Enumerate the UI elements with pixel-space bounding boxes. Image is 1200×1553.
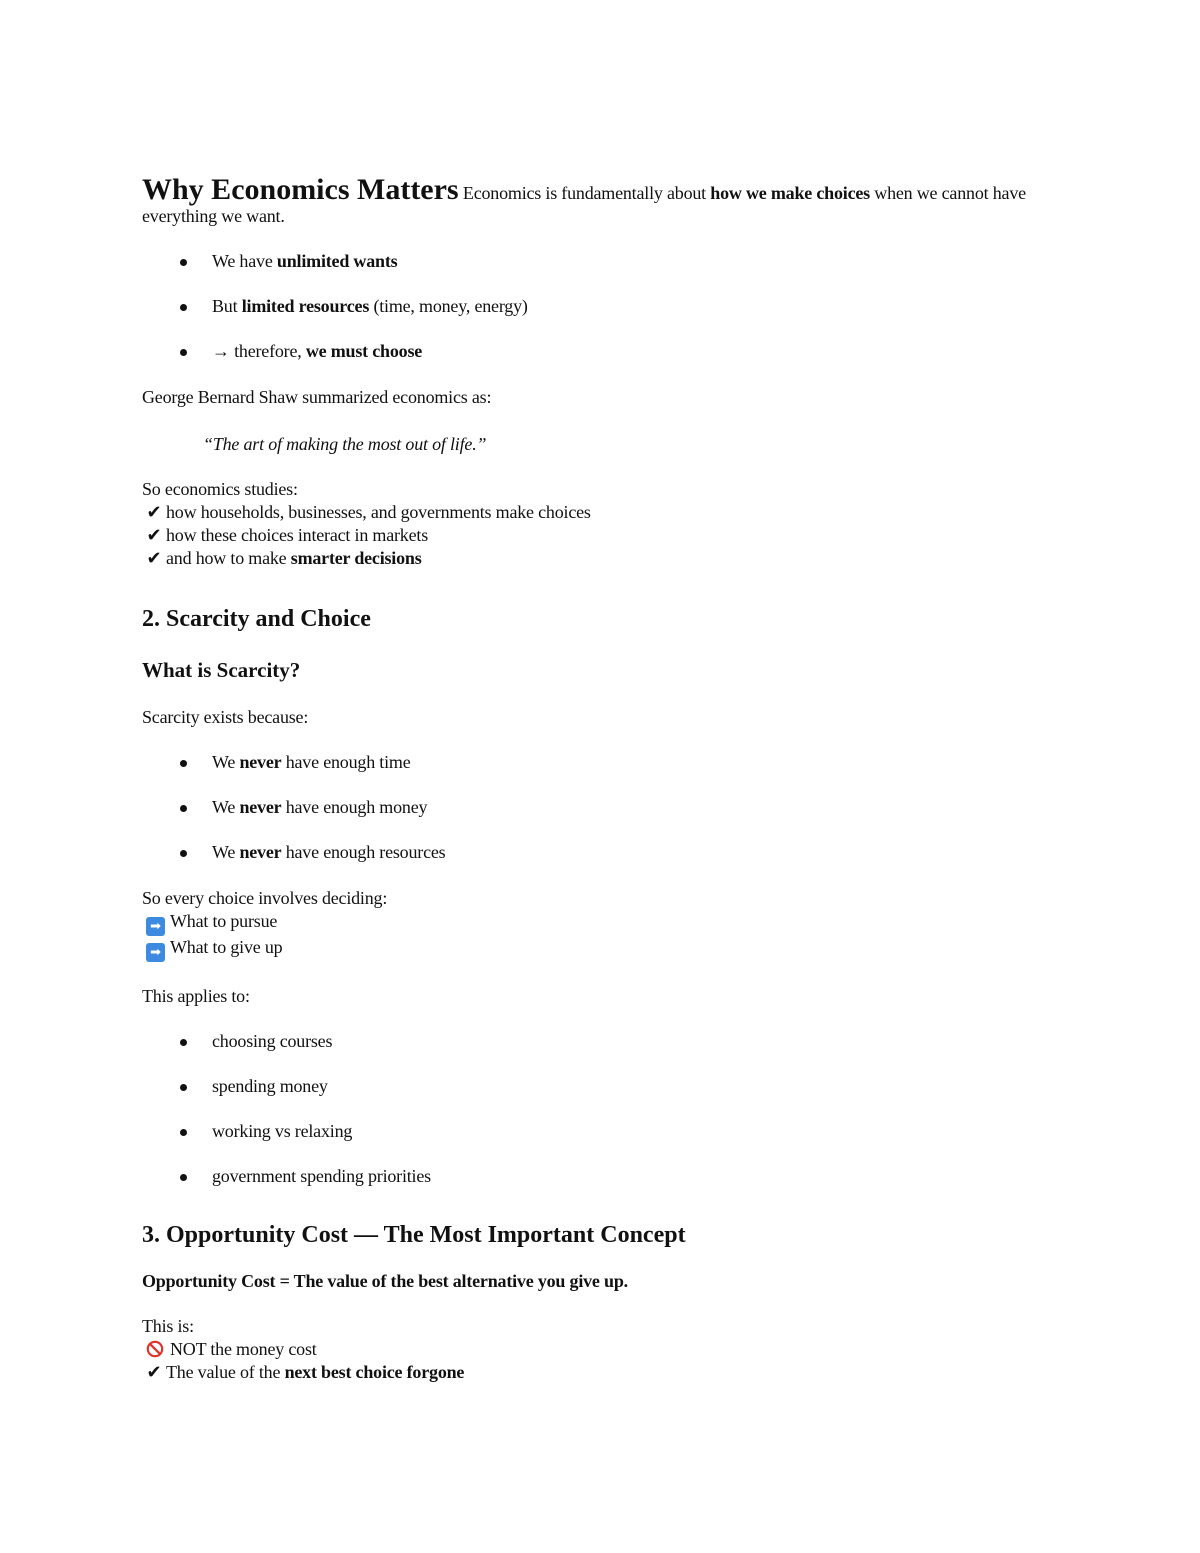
list-item: We have unlimited wants <box>142 250 1042 273</box>
wants-list <box>142 250 1042 363</box>
prohibited-icon <box>146 1340 164 1358</box>
document-page <box>142 173 1042 1384</box>
bullet-dot-icon <box>180 1174 187 1181</box>
bullet-dot-icon <box>180 349 187 356</box>
bullet-dot-icon <box>180 259 187 266</box>
list-item: → therefore, we must choose <box>142 340 1042 363</box>
list-item: government spending priorities <box>142 1165 1042 1188</box>
choice-line: ➡ What to pursue <box>142 910 1042 936</box>
bullet-dot-icon <box>180 304 187 311</box>
this-is-intro: This is: <box>142 1316 194 1336</box>
opportunity-cost-definition: Opportunity Cost = The value of the best alternative you give up. <box>142 1271 628 1291</box>
bullet-dot-icon <box>180 1129 187 1136</box>
section-heading: 3. Opportunity Cost — The Most Important Concept <box>142 1222 686 1248</box>
check-mark-icon: ✔ <box>146 1362 162 1382</box>
list-item: choosing courses <box>142 1030 1042 1053</box>
this-is-block <box>142 1315 1042 1384</box>
applies-intro: This applies to: <box>142 986 250 1006</box>
check-mark-icon: ✔ <box>146 548 162 568</box>
bullet-dot-icon <box>180 760 187 767</box>
never-list <box>142 751 1042 864</box>
bullet-dot-icon <box>180 805 187 812</box>
intro-paragraph <box>142 173 1042 228</box>
sub-heading: What is Scarcity? <box>142 658 301 682</box>
right-arrow-icon: ➡ <box>146 943 165 962</box>
shaw-quote: “The art of making the most out of life.” <box>203 434 487 454</box>
list-item: We never have enough resources <box>142 841 1042 864</box>
shaw-intro: George Bernard Shaw summarized economics as: <box>142 387 492 407</box>
check-mark-icon: ✔ <box>146 525 162 545</box>
studies-line: ✔ how these choices interact in markets <box>142 524 1042 547</box>
scarcity-intro: Scarcity exists because: <box>142 707 309 727</box>
section-heading: 2. Scarcity and Choice <box>142 606 371 632</box>
list-item: spending money <box>142 1075 1042 1098</box>
bullet-dot-icon <box>180 1039 187 1046</box>
right-arrow-icon: ➡ <box>146 917 165 936</box>
list-item: But limited resources (time, money, energy) <box>142 295 1042 318</box>
studies-line: ✔ and how to make smarter decisions <box>142 547 1042 570</box>
intro-lead-tail: when we cannot have everything we want. <box>142 183 1026 226</box>
intro-lead-bold: how we make choices <box>710 183 870 203</box>
intro-lead-text: Economics is fundamentally about <box>458 183 711 203</box>
applies-list <box>142 1030 1042 1188</box>
list-item: We never have enough money <box>142 796 1042 819</box>
list-item: We never have enough time <box>142 751 1042 774</box>
studies-block <box>142 478 1042 570</box>
page-title: Why Economics Matters <box>142 173 459 206</box>
choice-intro: So every choice involves deciding: <box>142 888 388 908</box>
not-money-line: NOT the money cost <box>142 1338 1042 1361</box>
studies-intro: So economics studies: <box>142 479 298 499</box>
bullet-dot-icon <box>180 850 187 857</box>
list-item: working vs relaxing <box>142 1120 1042 1143</box>
studies-line: ✔ how households, businesses, and governments make choices <box>142 501 1042 524</box>
bullet-dot-icon <box>180 1084 187 1091</box>
value-line: ✔ The value of the next best choice forgone <box>142 1361 1042 1384</box>
choice-line: ➡ What to give up <box>142 936 1042 962</box>
choice-block <box>142 887 1042 962</box>
check-mark-icon: ✔ <box>146 502 162 522</box>
